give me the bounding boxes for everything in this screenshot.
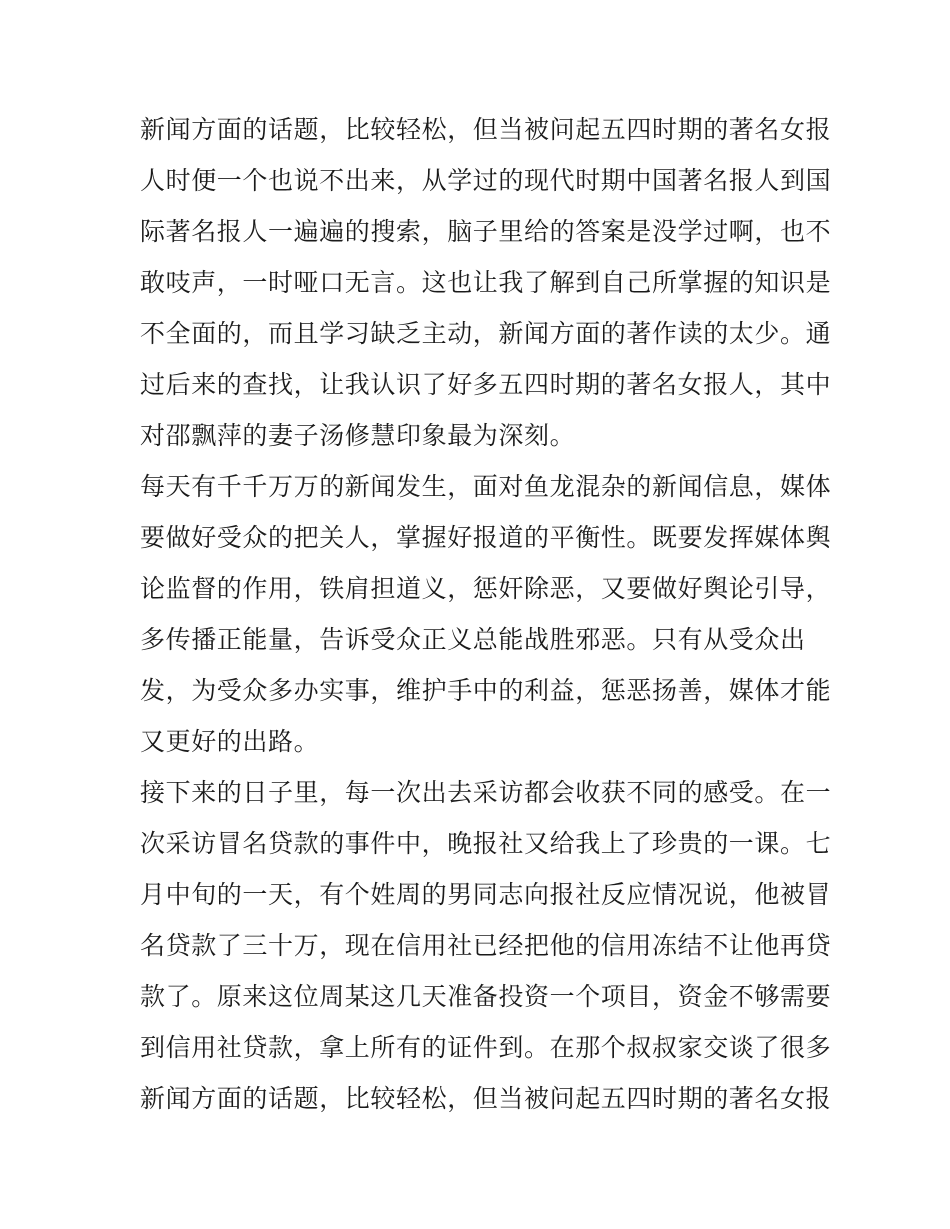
text-line: 过后来的查找，让我认识了好多五四时期的著名女报人，其中 [140,370,832,399]
text-line: 每天有千千万万的新闻发生，面对鱼龙混杂的新闻信息，媒体 [140,472,832,501]
text-line: 敢吱声，一时哑口无言。这也让我了解到自己所掌握的知识是 [140,268,832,297]
text-line: 多传播正能量，告诉受众正义总能战胜邪恶。只有从受众出 [140,625,806,654]
text-line: 对邵飘萍的妻子汤修慧印象最为深刻。 [140,421,576,450]
text-line: 要做好受众的把关人，掌握好报道的平衡性。既要发挥媒体舆 [140,523,832,552]
text-line: 新闻方面的话题，比较轻松，但当被问起五四时期的著名女报 [140,1084,832,1113]
text-line: 款了。原来这位周某这几天准备投资一个项目，资金不够需要 [140,982,832,1011]
text-line: 发，为受众多办实事，维护手中的利益，惩恶扬善，媒体才能 [140,676,832,705]
text-line: 接下来的日子里，每一次出去采访都会收获不同的感受。在一 [140,778,832,807]
document-body [140,104,832,1124]
text-line: 不全面的，而且学习缺乏主动，新闻方面的著作读的太少。通 [140,319,832,348]
text-line: 名贷款了三十万，现在信用社已经把他的信用冻结不让他再贷 [140,931,832,960]
text-line: 又更好的出路。 [140,727,320,756]
text-line: 论监督的作用，铁肩担道义，惩奸除恶，又要做好舆论引导， [140,574,832,603]
text-line: 月中旬的一天，有个姓周的男同志向报社反应情况说，他被冒 [140,880,832,909]
text-line: 新闻方面的话题，比较轻松，但当被问起五四时期的著名女报 [140,115,832,144]
text-line: 次采访冒名贷款的事件中，晚报社又给我上了珍贵的一课。七 [140,829,832,858]
text-line: 际著名报人一遍遍的搜索，脑子里给的答案是没学过啊，也不 [140,217,832,246]
text-line: 到信用社贷款，拿上所有的证件到。在那个叔叔家交谈了很多 [140,1033,832,1062]
text-line: 人时便一个也说不出来，从学过的现代时期中国著名报人到国 [140,166,832,195]
